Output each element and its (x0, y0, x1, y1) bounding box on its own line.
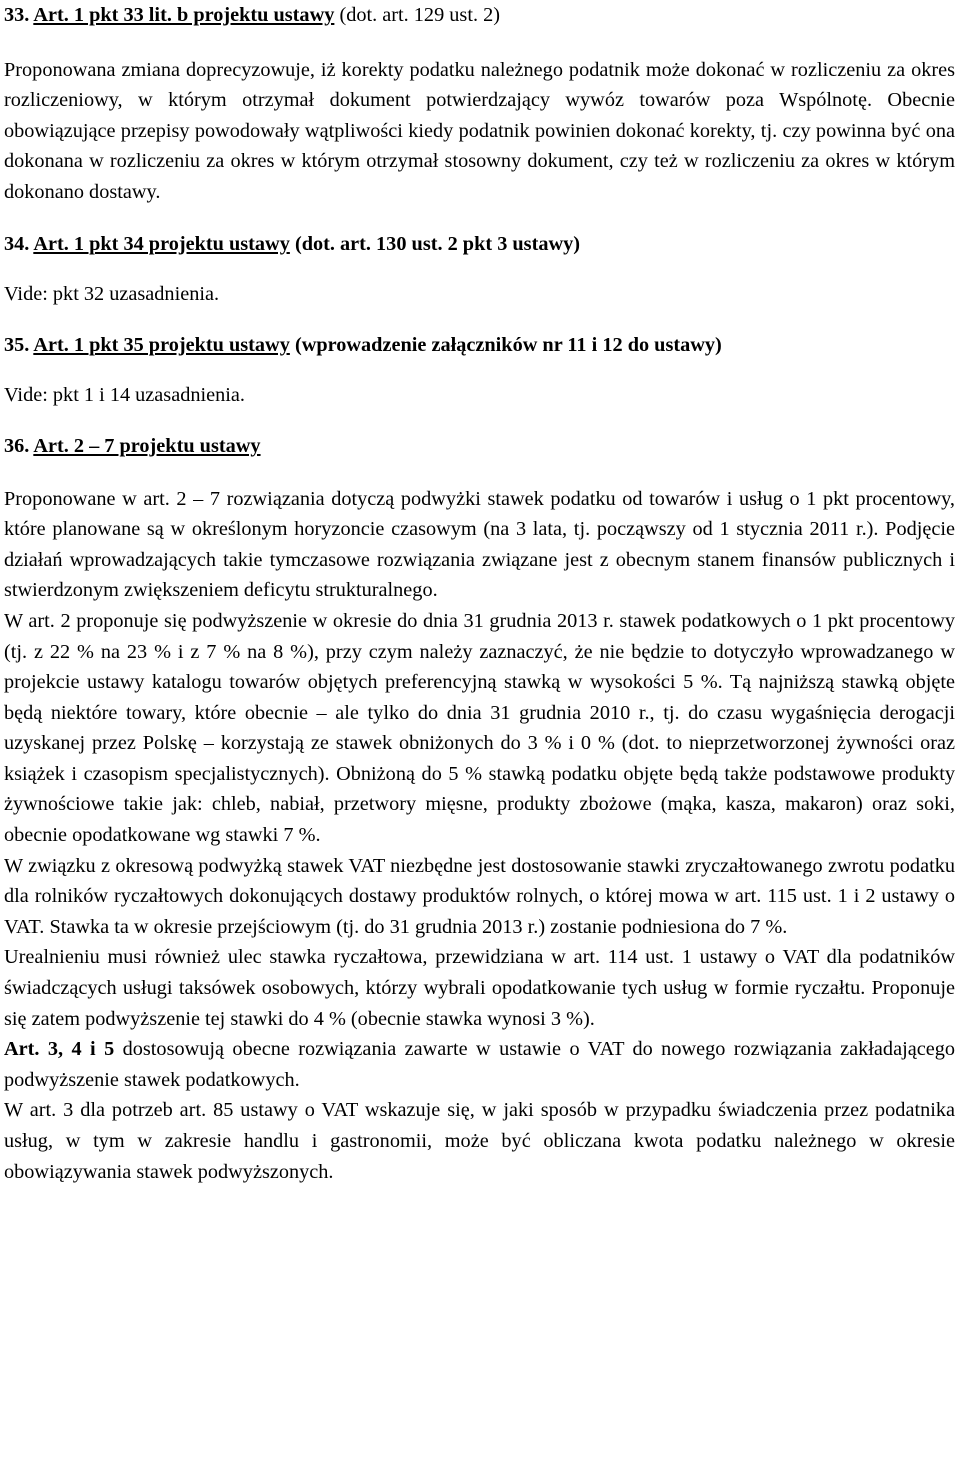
section-33-number: 33. (4, 4, 30, 26)
section-33-paragraph: Proponowana zmiana doprecyzowuje, iż korekty podatku należnego podatnik może dokonać w rozliczeniu za okres rozliczeniowy, w którym otrzymał dokument potwierdzający wywóz towarów poza Wspólnotę. Obecnie obowiązujące przepisy powodowały wątpliwości kiedy podatnik powinien dokonać korekty, tj. czy powinna być ona dokonana w rozliczeniu za okres w którym otrzymał stosowny dokument, czy też w rozliczeniu za okres w którym dokonano dostawy. (4, 58, 955, 203)
section-33-ref: Art. 1 pkt 33 lit. b projektu ustawy (33, 4, 335, 26)
section-35-paragraph: Vide: pkt 1 i 14 uzasadnienia. (4, 384, 245, 407)
section-34-paragraph: Vide: pkt 32 uzasadnienia. (4, 283, 220, 306)
section-36-paragraph-2: W art. 2 proponuje się podwyższenie w okresie do dnia 31 grudnia 2013 r. stawek podatkowych o 1 pkt procentowy (tj. z 22 % na 23 % i z 7 % na 8 %), przy czym należy zaznaczyć, że nie będzie to dotyczyło wprowadzanego w projekcie ustawy katalogu towarów objętych preferencyjną stawką w wysokości 5 %. Tą najniższą stawką objęte będą niektóre towary, które obecnie – ale tylko do dnia 31 grudnia 2010 r., tj. do czasu wygaśnięcia derogacji uzyskanej przez Polskę – korzystają ze stawek obniżonych do 3 % i 0 % (dot. to nieprzetworzonej żywności oraz książek i czasopism specjalistycznych). Obniżoną do 5 % stawką podatku objęte będą także podstawowe produkty żywnościowe takie jak: chleb, nabiał, przetwory mięsne, produkty zbożowe (mąka, kasza, makaron) oraz soki, obecnie opodatkowane wg stawki 7 %. (4, 609, 955, 847)
section-36-paragraph-3: W związku z okresową podwyżką stawek VAT niezbędne jest dostosowanie stawki zryczałtowanego zwrotu podatku dla rolników ryczałtowych dokonujących dostawy produktów rolnych, o której mowa w art. 115 ust. 1 i 2 ustawy o VAT. Stawka ta w okresie przejściowym (tj. do 31 grudnia 2013 r.) zostanie podniesiona do 7 %. (4, 854, 955, 938)
section-33-heading (4, 0, 955, 31)
section-33-rest: (dot. art. 129 ust. 2) (339, 4, 500, 26)
section-35-heading (4, 330, 955, 361)
section-36-paragraph-1: Proponowane w art. 2 – 7 rozwiązania dotyczą podwyżki stawek podatku od towarów i usług o 1 pkt procentowy, które planowane są w określonym horyzoncie czasowym (na 3 lata, tj. począwszy od 1 stycznia 2011 r.). Podjęcie działań wprowadzających takie tymczasowe rozwiązania związane jest z obecnym stanem finansów publicznych i stwierdzonym zwiększeniem deficytu strukturalnego. (4, 487, 955, 602)
section-34-heading (4, 229, 955, 260)
section-35-number: 35. (4, 333, 30, 356)
section-36-paragraph-5: Art. 3, 4 i 5 dostosowują obecne rozwiązania zawarte w ustawie o VAT do nowego rozwiązania zakładającego podwyższenie stawek podatkowych. (4, 1038, 955, 1091)
section-34-ref: Art. 1 pkt 34 projektu ustawy (33, 232, 290, 255)
section-34-number: 34. (4, 232, 30, 255)
section-36-number: 36. (4, 434, 30, 457)
section-36-paragraph-4: Urealnieniu musi również ulec stawka ryczałtowa, przewidziana w art. 114 ust. 1 ustawy o VAT dla podatników świadczących usługi taksówek osobowych, którzy wybrali opodatkowanie tych usług w formie ryczałtu. Proponuje się zatem podwyższenie tej stawki do 4 % (obecnie stawka wynosi 3 %). (4, 946, 955, 1030)
section-35-ref: Art. 1 pkt 35 projektu ustawy (33, 333, 290, 356)
section-36-paragraph-6: W art. 3 dla potrzeb art. 85 ustawy o VAT wskazuje się, w jaki sposób w przypadku świadczenia przez podatnika usług, w tym w zakresie handlu i gastronomii, może być obliczana kwota podatku należnego w okresie obowiązywania stawek podwyższonych. (4, 1099, 955, 1183)
section-34-rest: (dot. art. 130 ust. 2 pkt 3 ustawy) (294, 232, 581, 255)
section-35-rest: (wprowadzenie załączników nr 11 i 12 do ustawy) (294, 333, 722, 356)
section-36-ref: Art. 2 – 7 projektu ustawy (33, 434, 261, 457)
section-36-heading (4, 431, 955, 462)
